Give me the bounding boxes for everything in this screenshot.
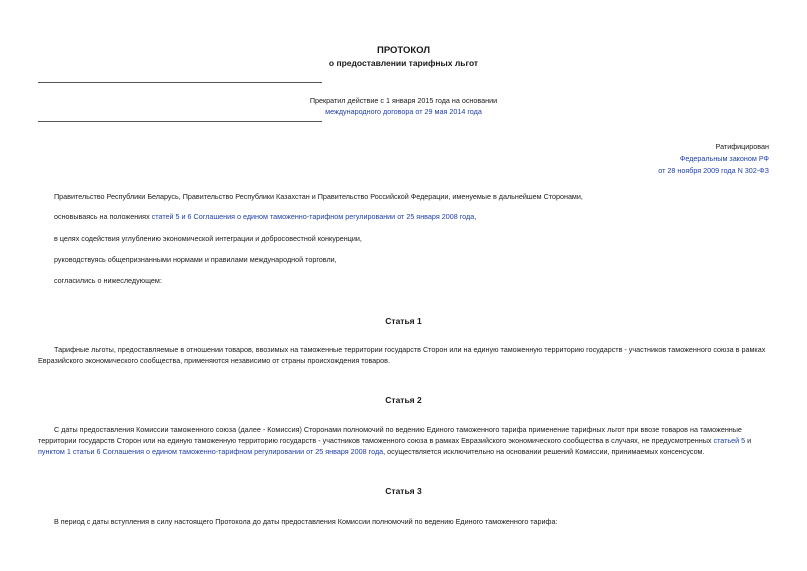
divider-bottom	[38, 121, 322, 122]
article-5-link[interactable]: статьей 5	[713, 436, 746, 445]
ratification-date-link[interactable]: от 28 ноября 2009 года N 302-ФЗ	[658, 166, 769, 175]
article-1-line-2: Евразийского экономического сообщества, применяются независимо от страны происхождения товаров.	[38, 356, 390, 365]
ratification-label: Ратифицирован	[715, 142, 769, 151]
preamble-paragraph-1: Правительство Республики Беларусь, Правительство Республики Казахстан и Правительство Российской Федерации, именуемые в дальнейшем Сторонами,	[54, 192, 583, 201]
divider-top	[38, 82, 322, 83]
preamble-p2-text: основываясь на положениях	[54, 212, 152, 221]
document-subtitle: о предоставлении тарифных льгот	[328, 58, 479, 68]
article-1-heading: Статья 1	[385, 316, 422, 326]
article-2-line-1: С даты предоставления Комиссии таможенного союза (далее - Комиссия) Сторонами полномочий по ведению Единого таможенного тарифа применение тарифных льгот при ввозе товаров на таможенные	[54, 425, 742, 434]
article-2-line-2-text: территории государств Сторон или на единую таможенную территорию государств - участников таможенного союза в рамках Евразийского экономического сообщества в случаях, не предусмотренных	[38, 436, 714, 445]
document-title: ПРОТОКОЛ	[376, 45, 430, 56]
article-6-point-1-link[interactable]: пунктом 1 статьи 6 Соглашения о едином таможенно-тарифном регулировании от 25 января 2008 года	[38, 447, 384, 456]
article-2-line-3-text: , осуществляется исключительно на основании решений Комиссии, принимаемых консенсусом.	[383, 447, 705, 456]
article-2-line-2	[38, 436, 751, 446]
article-2-line-3	[38, 447, 705, 457]
preamble-paragraph-5: согласились о нижеследующем:	[54, 276, 162, 285]
preamble-paragraph-4: руководствуясь общепризнанными нормами и правилами международной торговли,	[54, 255, 337, 264]
article-1-line-1: Тарифные льготы, предоставляемые в отношении товаров, ввозимых на таможенные территории государств Сторон или на единую таможенную территорию государств - участников таможенного союза в рамках	[54, 345, 766, 354]
status-note	[0, 95, 807, 117]
status-note-link[interactable]: международного договора от 29 мая 2014 года	[325, 107, 482, 116]
article-3-heading: Статья 3	[385, 486, 422, 496]
article-2-heading: Статья 2	[385, 395, 422, 405]
status-note-text: Прекратил действие с 1 января 2015 года на основании	[309, 96, 498, 105]
ratification-block	[658, 141, 769, 177]
agreement-articles-link[interactable]: статей 5 и 6 Соглашения о едином таможенно-тарифном регулировании от 25 января 2008 года	[151, 212, 475, 221]
preamble-p2-end: ,	[474, 212, 477, 221]
article-3-line-1: В период с даты вступления в силу настоящего Протокола до даты предоставления Комиссии полномочий по ведению Единого таможенного тарифа:	[54, 517, 558, 526]
preamble-paragraph-2	[54, 212, 476, 222]
article-2-line-2-and: и	[745, 436, 752, 445]
preamble-paragraph-3: в целях содействия углублению экономической интеграции и добросовестной конкуренции,	[54, 234, 362, 243]
ratification-law-link[interactable]: Федеральным законом РФ	[679, 154, 769, 163]
